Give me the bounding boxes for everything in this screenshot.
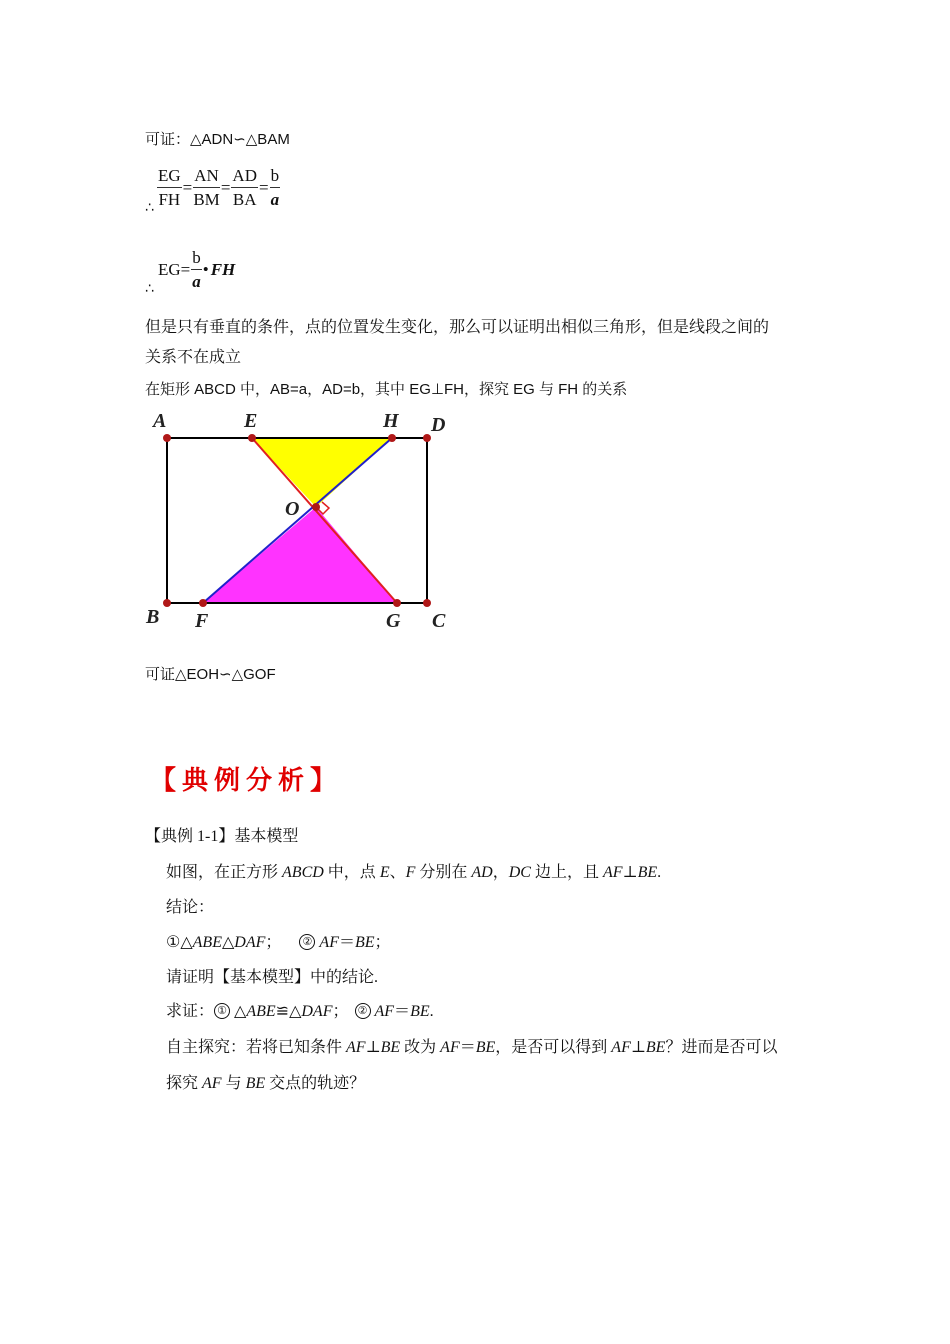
frac-den: BM <box>193 190 220 209</box>
label-g: G <box>386 610 401 632</box>
proof-line-eoh-gof: 可证△EOH∽△GOF <box>145 666 276 683</box>
example-line-1 <box>166 859 661 882</box>
text-run: △ <box>180 934 193 951</box>
eq-dot: • <box>202 260 209 279</box>
math-var: DAF <box>234 934 266 951</box>
triangle-gof-fill <box>203 507 397 603</box>
frac-num: AD <box>231 166 258 188</box>
label-a: A <box>153 410 167 432</box>
text-run: 探究 <box>166 1075 203 1092</box>
circled-number: ① <box>214 1003 230 1019</box>
frac-num: AN <box>193 166 220 188</box>
circled-number: ① <box>166 934 181 951</box>
text-run: 中，点 <box>323 864 380 881</box>
text-run: . <box>657 864 662 881</box>
example-line-4: 请证明【基本模型】中的结论. <box>166 969 379 986</box>
text-run: ＝ <box>394 1003 411 1020</box>
text-run: . <box>429 1003 434 1020</box>
math-var: AF <box>611 1039 631 1056</box>
math-var: DAF <box>301 1003 333 1020</box>
proof-line-similar: 可证：△ADN∽△BAM <box>145 131 290 148</box>
label-e: E <box>244 410 258 432</box>
eq-lhs: EG= <box>158 260 191 279</box>
text-run: 求证： <box>166 1003 215 1020</box>
text-run: ＝ <box>338 934 355 951</box>
math-var: DC <box>508 864 531 881</box>
text-run: 如图，在正方形 <box>166 864 283 881</box>
frac-den: a <box>192 272 201 291</box>
math-var: E <box>379 864 390 881</box>
triangle-eoh-fill <box>252 438 392 507</box>
math-var: AF <box>346 1039 366 1056</box>
math-var: BE <box>245 1075 266 1092</box>
text-run: ⊥ <box>630 1039 646 1056</box>
text-run: 自主探究：若将已知条件 <box>166 1039 347 1056</box>
math-var: AF <box>319 934 339 951</box>
text-run: △ <box>221 934 235 951</box>
label-o: O <box>285 498 300 520</box>
paragraph-explanation <box>145 313 825 373</box>
label-d: D <box>431 414 446 436</box>
math-var: BE <box>410 1003 430 1020</box>
text-run: ； <box>265 934 282 951</box>
label-f: F <box>195 610 209 632</box>
circled-number: ② <box>299 934 315 950</box>
math-var: AF <box>603 864 623 881</box>
text-run: 改为 <box>400 1039 441 1056</box>
label-c: C <box>432 610 446 632</box>
frac-num: b <box>191 248 202 270</box>
text-run: ≌△ <box>275 1003 302 1020</box>
eq-rhs: FH <box>210 260 236 279</box>
math-var: ABE <box>246 1003 276 1020</box>
example-line-2: 结论： <box>166 899 215 916</box>
frac-num: EG <box>157 166 182 188</box>
text-run: ？进而是否可以 <box>665 1039 778 1056</box>
therefore-symbol: ∴ <box>145 280 154 296</box>
example-line-3 <box>166 929 391 952</box>
paragraph-line: 但是只有垂直的条件，点的位置发生变化，那么可以证明出相似三角形，但是线段之间的 <box>145 319 770 336</box>
math-var: F <box>405 864 416 881</box>
section-title: 【典例分析】 <box>150 766 343 796</box>
text-run: ； <box>332 1003 349 1020</box>
frac-num: b <box>270 166 281 188</box>
therefore-symbol: ∴ <box>145 199 154 215</box>
text-run: 、 <box>389 864 406 881</box>
text-run: 交点的轨迹？ <box>265 1075 366 1092</box>
math-var: BE <box>354 934 375 951</box>
math-var: ABE <box>192 934 222 951</box>
text-run: ，是否可以得到 <box>495 1039 612 1056</box>
text-run: 分别在 <box>415 864 472 881</box>
math-var: AF <box>202 1075 222 1092</box>
example-line-5 <box>166 998 434 1021</box>
text-run: ⊥ <box>365 1039 381 1056</box>
frac-den: FH <box>158 190 181 209</box>
label-b: B <box>146 606 160 628</box>
text-run: ＝ <box>459 1039 476 1056</box>
rectangle-figure <box>140 405 460 640</box>
paragraph-line: 关系不在成立 <box>145 349 242 366</box>
math-var: BE <box>380 1039 401 1056</box>
frac-den: a <box>270 190 280 209</box>
problem-statement-rectangle: 在矩形 ABCD 中，AB=a，AD=b，其中 EG⊥FH，探究 EG 与 FH 的关系 <box>145 381 628 398</box>
text-run: ⊥ <box>622 864 638 881</box>
math-var: BE <box>475 1039 496 1056</box>
example-line-7 <box>166 1070 365 1093</box>
frac-den: BA <box>232 190 257 209</box>
text-run: 边上，且 <box>530 864 603 881</box>
text-run: ， <box>492 864 509 881</box>
math-var: BE <box>645 1039 666 1056</box>
text-run: ； <box>374 934 391 951</box>
example-header: 【典例 1-1】基本模型 <box>145 828 299 845</box>
math-var: AD <box>471 864 493 881</box>
label-h: H <box>383 410 399 432</box>
math-var: AF <box>374 1003 395 1020</box>
example-line-6 <box>166 1034 777 1057</box>
math-var: ABCD <box>282 864 324 881</box>
circled-number: ② <box>355 1003 371 1019</box>
text-run: 与 <box>221 1075 246 1092</box>
text-run: △ <box>234 1003 247 1020</box>
math-var: BE <box>637 864 658 881</box>
math-var: AF <box>440 1039 460 1056</box>
